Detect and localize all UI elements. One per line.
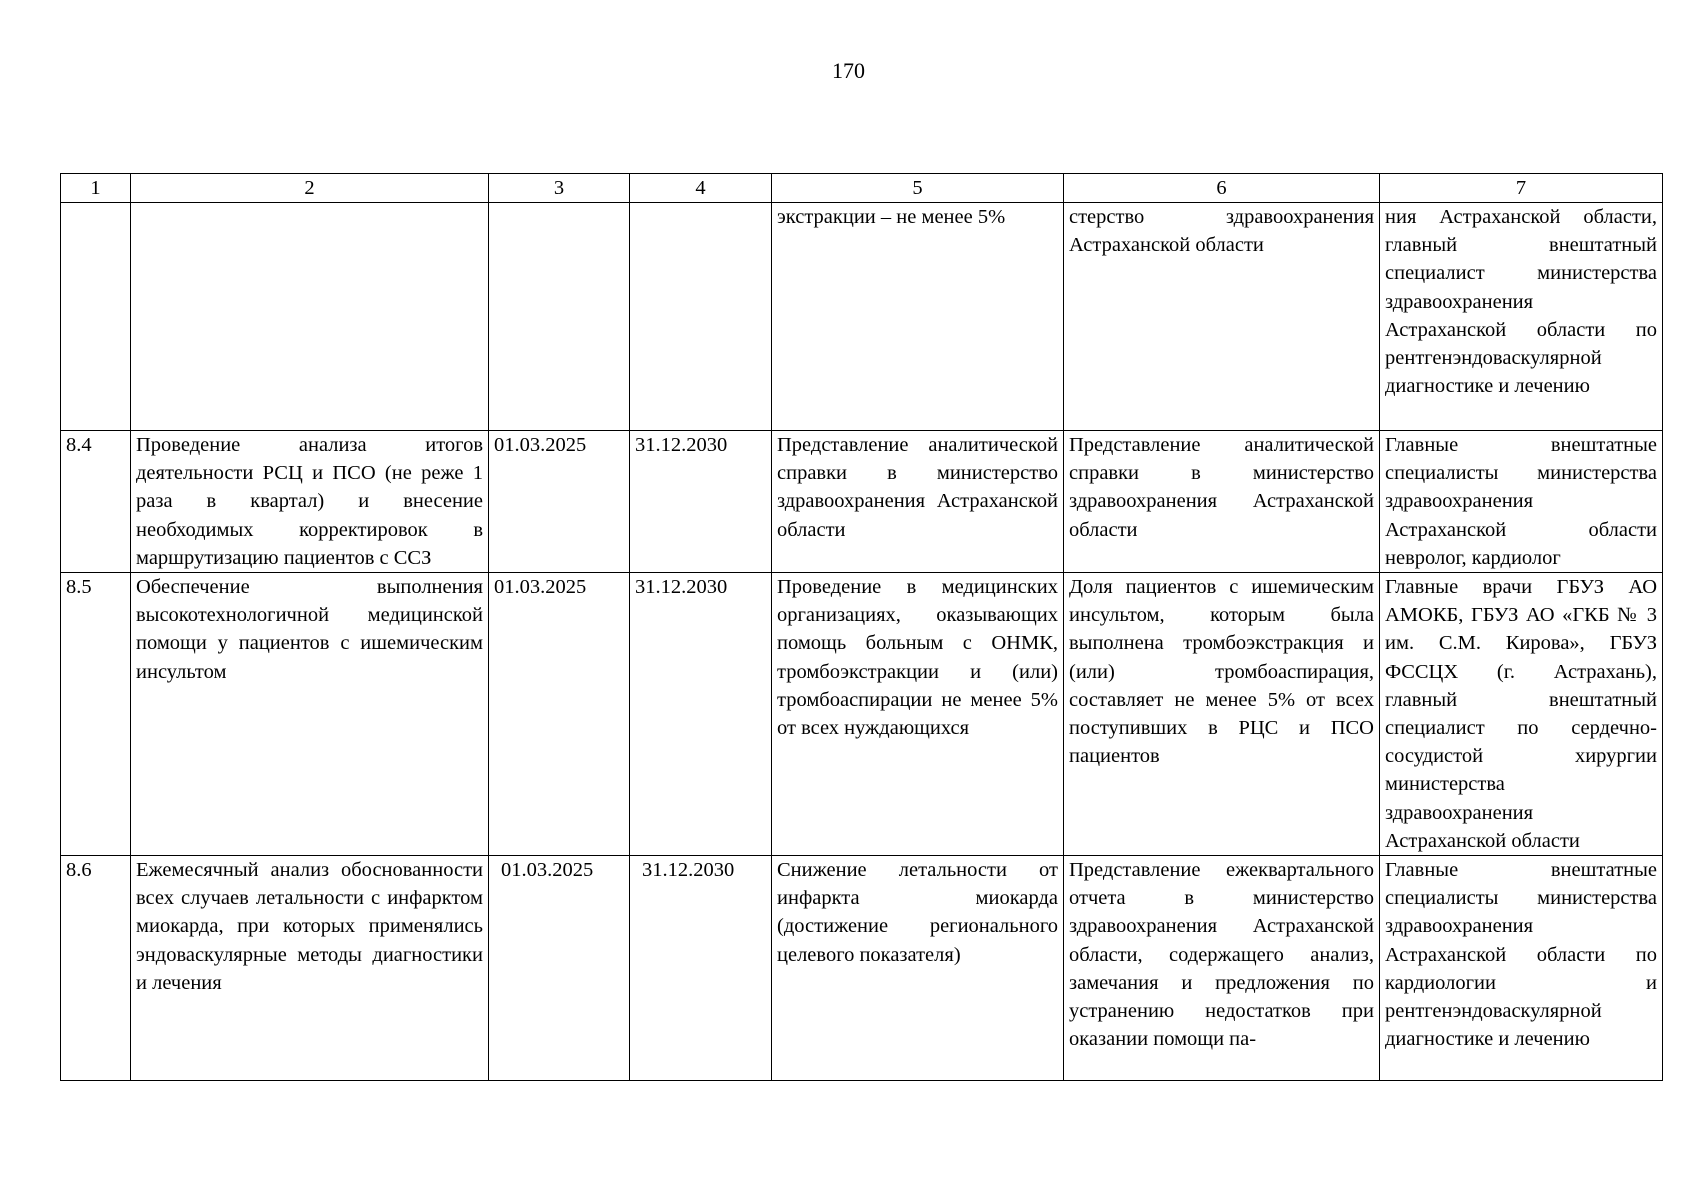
measure-cell: Обеспечение выполнения высокотехнологичной медицинской помощи у пациентов с ишемическим инсультом [131, 573, 489, 856]
row-number-cell [61, 203, 131, 431]
end-date-cell: 31.12.2030 [630, 573, 772, 856]
table-row [61, 856, 1663, 1081]
indicator-cell: стерство здравоохранения Астраханской области [1064, 203, 1380, 431]
table-row [61, 203, 1663, 431]
end-date-cell [630, 203, 772, 431]
responsible-cell: Главные внештатные специалисты министерства здравоохранения Астраханской области невролог, кардиолог [1380, 431, 1663, 573]
measure-cell: Ежемесячный анализ обоснованности всех случаев летальности с инфарктом миокарда, при которых применялись эндоваскулярные методы диагностики и лечения [131, 856, 489, 1081]
responsible-cell: Главные внештатные специалисты министерства здравоохранения Астраханской области по кардиологии и рентгенэндоваскулярной диагностике и лечению [1380, 856, 1663, 1081]
table-row [61, 573, 1663, 856]
end-date-cell: 31.12.2030 [630, 856, 772, 1081]
measure-cell: Проведение анализа итогов деятельности РСЦ и ПСО (не реже 1 раза в квартал) и внесение необходимых корректировок в маршрутизацию пациентов с ССЗ [131, 431, 489, 573]
page-number: 170 [832, 58, 865, 83]
result-cell: Представление аналитической справки в министерство здравоохранения Астраханской области [772, 431, 1064, 573]
row-number-cell: 8.4 [61, 431, 131, 573]
start-date-cell: 01.03.2025 [489, 431, 630, 573]
responsible-cell: Главные врачи ГБУЗ АО АМОКБ, ГБУЗ АО «ГКБ № 3 им. С.М. Кирова», ГБУЗ ФССЦХ (г. Астрахань), главный внештатный специалист по сердечно-сосудистой хирургии министерства здравоохранения Астраханской области [1380, 573, 1663, 856]
indicator-cell: Доля пациентов с ишемическим инсультом, которым была выполнена тромбоэкстракция и (или) тромбоаспирация, составляет не менее 5% от всех поступивших в РЦС и ПСО пациентов [1064, 573, 1380, 856]
responsible-cell: ния Астраханской области, главный внештатный специалист министерства здравоохранения Астраханской области по рентгенэндоваскулярной диагностике и лечению [1380, 203, 1663, 431]
column-header-7: 7 [1380, 174, 1663, 203]
indicator-cell: Представление аналитической справки в министерство здравоохранения Астраханской области [1064, 431, 1380, 573]
result-cell: Снижение летальности от инфаркта миокарда (достижение регионального целевого показателя) [772, 856, 1064, 1081]
result-cell: Проведение в медицинских организациях, оказывающих помощь больным с ОНМК, тромбоэкстракции и (или) тромбоаспирации не менее 5% от всех нуждающихся [772, 573, 1064, 856]
column-header-1: 1 [61, 174, 131, 203]
start-date-cell [489, 203, 630, 431]
row-number-cell: 8.6 [61, 856, 131, 1081]
result-cell: экстракции – не менее 5% [772, 203, 1064, 431]
start-date-cell: 01.03.2025 [489, 573, 630, 856]
column-header-6: 6 [1064, 174, 1380, 203]
column-header-2: 2 [131, 174, 489, 203]
measure-cell [131, 203, 489, 431]
column-header-5: 5 [772, 174, 1064, 203]
measures-table [60, 173, 1663, 1081]
row-number-cell: 8.5 [61, 573, 131, 856]
table-row [61, 431, 1663, 573]
start-date-cell: 01.03.2025 [489, 856, 630, 1081]
end-date-cell: 31.12.2030 [630, 431, 772, 573]
column-header-3: 3 [489, 174, 630, 203]
indicator-cell: Представление ежеквартального отчета в министерство здравоохранения Астраханской области, содержащего анализ, замечания и предложения по устранению недостатков при оказании помощи па- [1064, 856, 1380, 1081]
table-header-row [61, 174, 1663, 203]
column-header-4: 4 [630, 174, 772, 203]
